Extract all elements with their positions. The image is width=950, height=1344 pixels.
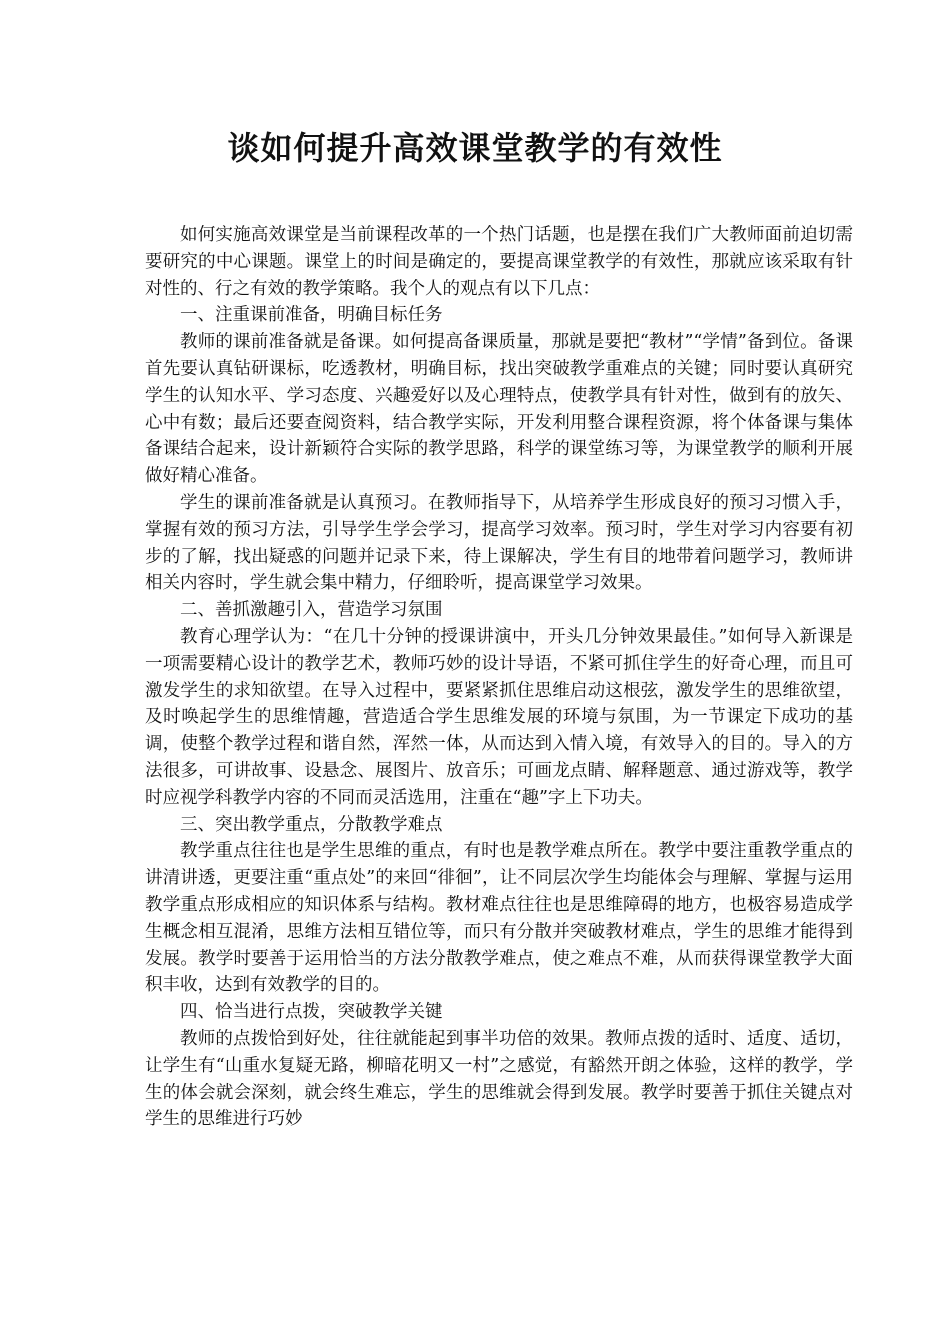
paragraph-intro: 如何实施高效课堂是当前课程改革的一个热门话题，也是摆在我们广大教师面前迫切需要研究的中心课题。课堂上的时间是确定的，要提高课堂教学的有效性，那就应该采取有针对性的、行之有效的教学策略。我个人的观点有以下几点： — [145, 225, 853, 299]
paragraph-key-points: 教学重点往往也是学生思维的重点，有时也是教学难点所在。教学中要注重教学重点的讲清讲透，更要注重“重点处”的来回“徘徊”，让不同层次学生均能体会与理解、掌握与运用教学重点形成相应的知识体系与结构。教材难点往往也是思维障碍的地方，也极容易造成学生概念相互混淆，思维方法相互错位等，而只有分散并突破教材难点，学生的思维才能得到发展。教学时要善于运用恰当的方法分散教学难点，使之难点不难，从而获得课堂教学大面积丰收，达到有效教学的目的。 — [145, 841, 853, 996]
paragraph-teacher-preparation: 教师的课前准备就是备课。如何提高备课质量，那就是要把“教材”“学情”备到位。备课首先要认真钻研课标，吃透教材，明确目标，找出突破教学重难点的关键；同时要认真研究学生的认知水平、学习态度、兴趣爱好以及心理特点，使教学具有针对性，做到有的放矢、心中有数；最后还要查阅资料，结合教学实际，开发利用整合课程资源，将个体备课与集体备课结合起来，设计新颖符合实际的教学思路，科学的课堂练习等，为课堂教学的顺利开展做好精心准备。 — [145, 332, 853, 487]
section-heading-2: 二、善抓激趣引入，营造学习氛围 — [180, 600, 443, 621]
document-body — [145, 222, 853, 1133]
paragraph-student-preparation: 学生的课前准备就是认真预习。在教师指导下，从培养学生形成良好的预习习惯入手，掌握有效的预习方法，引导学生学会学习，提高学习效率。预习时，学生对学习内容要有初步的了解，找出疑惑的问题并记录下来，待上课解决，学生有目的地带着问题学习，教师讲相关内容时，学生就会集中精力，仔细聆听，提高课堂学习效果。 — [145, 492, 853, 594]
section-heading-3: 三、突出教学重点，分散教学难点 — [180, 814, 443, 835]
paragraph-interest-introduction: 教育心理学认为：“在几十分钟的授课讲演中，开头几分钟效果最佳。”如何导入新课是一项需要精心设计的教学艺术，教师巧妙的设计导语，不紧可抓住学生的好奇心理，而且可激发学生的求知欲望。在导入过程中，要紧紧抓住思维启动这根弦，激发学生的思维欲望，及时唤起学生的思维情趣，营造适合学生思维发展的环境与氛围，为一节课定下成功的基调，使整个教学过程和谐自然，浑然一体，从而达到入情入境，有效导入的目的。导入的方法很多，可讲故事、设悬念、展图片、放音乐；可画龙点睛、解释题意、通过游戏等，教学时应视学科教学内容的不同而灵活选用，注重在“趣”字上下功夫。 — [145, 626, 853, 808]
page-title: 谈如何提升高效课堂教学的有效性 — [227, 129, 723, 167]
paragraph-guidance: 教师的点拨恰到好处，往往就能起到事半功倍的效果。教师点拨的适时、适度、适切，让学生有“山重水复疑无路，柳暗花明又一村”之感觉，有豁然开朗之体验，这样的教学，学生的体会就会深刻，就会终生难忘，学生的思维就会得到发展。教学时要善于抓住关键点对学生的思维进行巧妙 — [145, 1028, 853, 1130]
section-heading-4: 四、恰当进行点拨，突破教学关键 — [180, 1002, 443, 1023]
section-heading-1: 一、注重课前准备，明确目标任务 — [180, 305, 443, 326]
